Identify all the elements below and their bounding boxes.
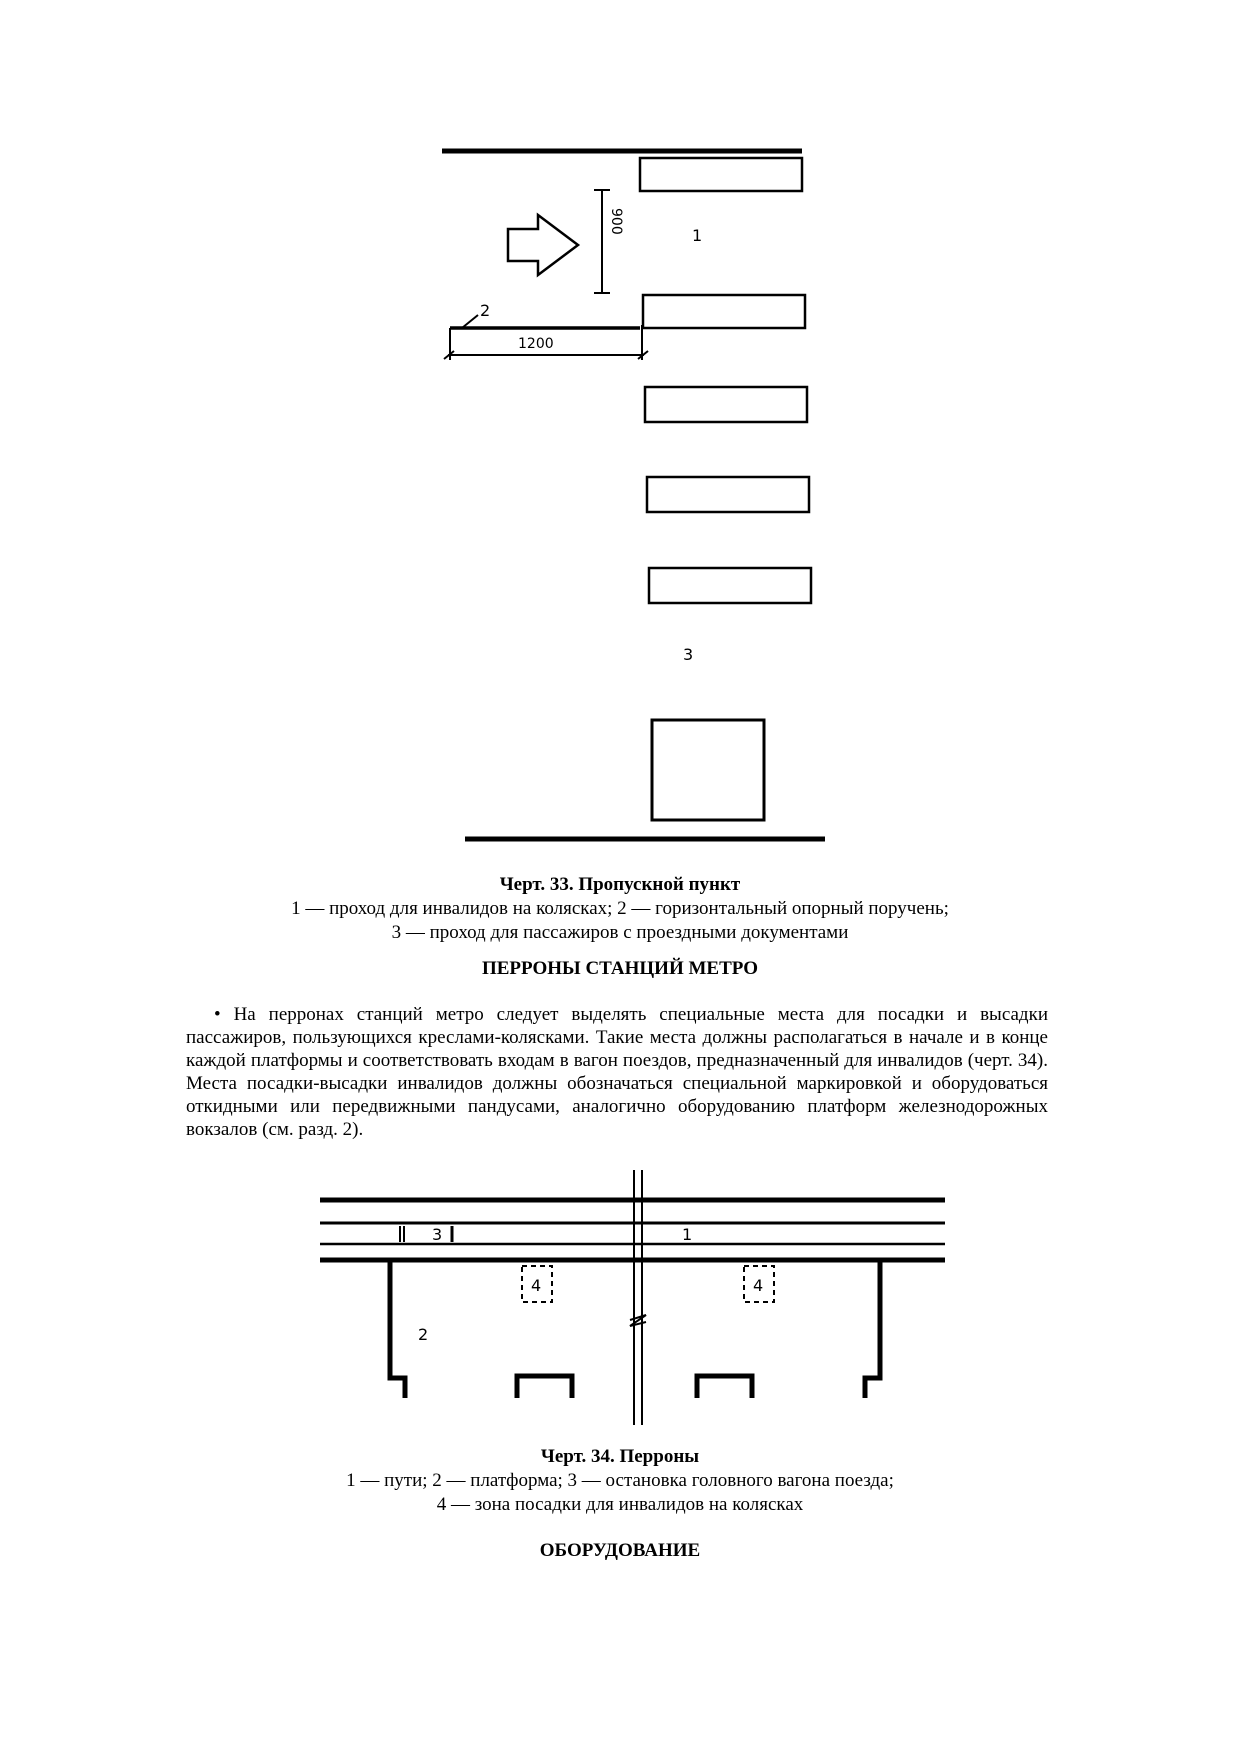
figure33-dimension-1200: 1200 [518, 336, 554, 352]
figure-34-platforms-drawing [310, 1170, 950, 1430]
figure33-label-3: 3 [683, 645, 694, 664]
turnstile-1 [640, 158, 802, 191]
figure-34-caption-line-1: 1 — пути; 2 — платформа; 3 — остановка головного вагона поезда; [346, 1470, 894, 1491]
figure-34-caption-line-2: 4 — зона посадки для инвалидов на колясках [436, 1494, 804, 1515]
platform-right-wall [865, 1260, 880, 1398]
figure-33-caption-line-1: 1 — проход для инвалидов на колясках; 2 — горизонтальный опорный поручень; [291, 898, 949, 919]
figure-33-checkpoint-drawing [430, 135, 840, 855]
turnstile-4 [647, 477, 809, 512]
arrow-right-icon [508, 215, 578, 275]
figure34-label-3: 3 [432, 1225, 443, 1244]
figure33-label-2: 2 [480, 301, 491, 320]
column-right [697, 1376, 752, 1398]
figure-33-caption-line-2: 3 — проход для пассажиров с проездными документами [391, 922, 849, 943]
figure34-label-4-right: 4 [753, 1276, 764, 1295]
body-paragraph: • На перронах станций метро следует выделять специальные места для посадки и высадки пассажиров, пользующихся креслами-колясками. Такие места должны располагаться в начале и в конце каждой платформы и соответствовать входам в вагон поездов, предназначенный для инвалидов (черт. 34). Места посадки-высадки инвалидов должны обозначаться специальной маркировкой и оборудоваться откидными или передвижными пандусами, аналогично оборудованию платформ железнодорожных вокзалов (см. разд. 2). [186, 1004, 1048, 1140]
figure34-label-2: 2 [418, 1325, 429, 1344]
section-heading-equipment: ОБОРУДОВАНИЕ [539, 1540, 701, 1561]
figure34-label-1: 1 [682, 1225, 693, 1244]
figure34-label-4-left: 4 [531, 1276, 542, 1295]
booth [652, 720, 764, 820]
figure-33-caption [0, 873, 1240, 945]
platform-left-wall [390, 1260, 405, 1398]
turnstile-2 [643, 295, 805, 328]
figure-33-caption-title: Черт. 33. Пропускной пункт [499, 874, 741, 895]
turnstile-5 [649, 568, 811, 603]
column-left [517, 1376, 572, 1398]
figure33-label-1: 1 [692, 226, 703, 245]
figure33-dimension-900: 900 [608, 208, 624, 235]
turnstile-3 [645, 387, 807, 422]
figure-34-caption [0, 1445, 1240, 1517]
section-heading-platforms: ПЕРРОНЫ СТАНЦИЙ МЕТРО [481, 958, 759, 979]
figure-34-caption-title: Черт. 34. Перроны [540, 1446, 700, 1467]
